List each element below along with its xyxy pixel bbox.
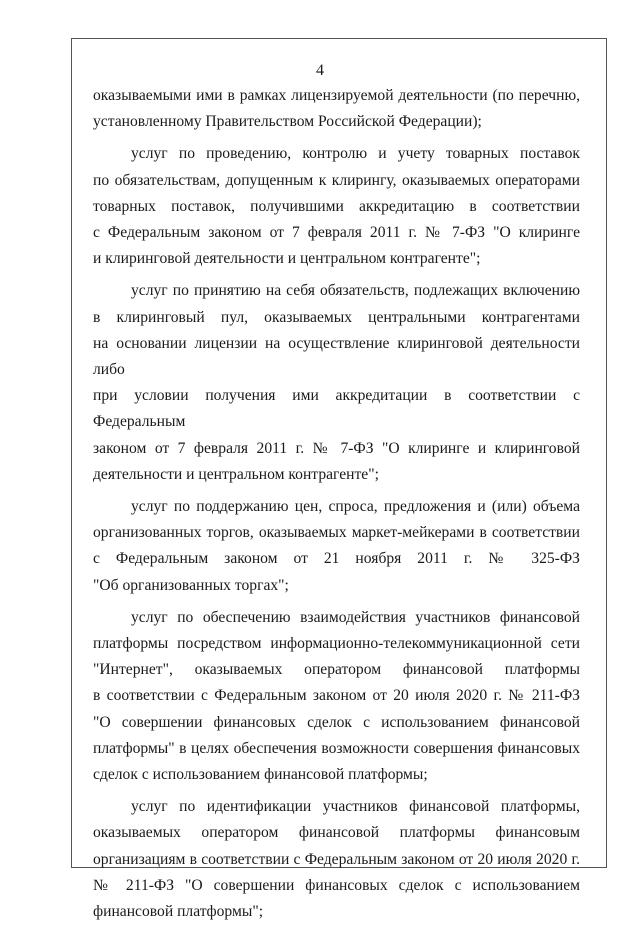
paragraph xyxy=(93,83,580,135)
text-line: деятельности и центральном контрагенте"; xyxy=(93,465,379,483)
text-line: оказываемыми ими в рамках лицензируемой деятельности (по перечню, xyxy=(93,87,580,104)
text-line: услуг по идентификации участников финансовой платформы, xyxy=(131,798,580,816)
text-line: с Федеральным законом от 21 ноября 2011 г. № 325-ФЗ xyxy=(93,550,580,568)
text-line: товарных поставок, получившими аккредитацию в соответствии xyxy=(93,197,580,215)
text-line: платформы посредством информационно-телекоммуникационной сети xyxy=(93,635,580,653)
text-line: оказываемых оператором финансовой платформы финансовым xyxy=(93,824,580,842)
paragraph xyxy=(93,794,580,925)
text-line: платформы" в целях обеспечения возможности совершения финансовых xyxy=(93,739,580,757)
text-line: при условии получения ими аккредитации в соответствии с Федеральным xyxy=(93,387,580,431)
text-line: в клиринговый пул, оказываемых центральными контрагентами xyxy=(93,308,580,326)
text-line: организованных торгов, оказываемых маркет-мейкерами в соответствии xyxy=(93,524,580,542)
text-line: сделок с использованием финансовой платформы; xyxy=(93,766,428,784)
text-line: в соответствии с Федеральным законом от 20 июля 2020 г. № 211-ФЗ xyxy=(93,687,580,705)
text-line: установленному Правительством Российской Федерации); xyxy=(93,113,482,131)
text-line: услуг по проведению, контролю и учету товарных поставок xyxy=(131,145,580,163)
page-number: 4 xyxy=(316,62,324,79)
text-line: "О совершении финансовых сделок с использованием финансовой xyxy=(93,713,580,731)
text-line: организациям в соответствии с Федеральным законом от 20 июля 2020 г. xyxy=(93,850,580,868)
paragraph xyxy=(93,278,580,488)
paragraph xyxy=(93,605,580,788)
text-line: по обязательствам, допущенным к клирингу, оказываемых операторами xyxy=(93,171,580,189)
text-line: и клиринговой деятельности и центральном контрагенте"; xyxy=(93,250,481,268)
text-line: услуг по принятию на себя обязательств, подлежащих включению xyxy=(131,282,580,300)
text-line: услуг по обеспечению взаимодействия участников финансовой xyxy=(131,608,580,626)
document-body xyxy=(93,83,580,925)
text-line: "Об организованных торгах"; xyxy=(93,576,289,594)
text-line: услуг по поддержанию цен, спроса, предложения и (или) объема xyxy=(131,498,580,516)
text-line: № 211-ФЗ "О совершении финансовых сделок с использованием xyxy=(93,876,580,894)
text-line: финансовой платформы"; xyxy=(93,903,264,921)
text-line: на основании лицензии на осуществление клиринговой деятельности либо xyxy=(93,334,580,379)
paragraph xyxy=(93,141,580,272)
paragraph xyxy=(93,494,580,599)
text-line: законом от 7 февраля 2011 г. № 7-ФЗ "О клиринге и клиринговой xyxy=(93,439,580,457)
text-line: "Интернет", оказываемых оператором финансовой платформы xyxy=(93,661,580,679)
text-line: с Федеральным законом от 7 февраля 2011 г. № 7-ФЗ "О клиринге xyxy=(93,224,580,242)
